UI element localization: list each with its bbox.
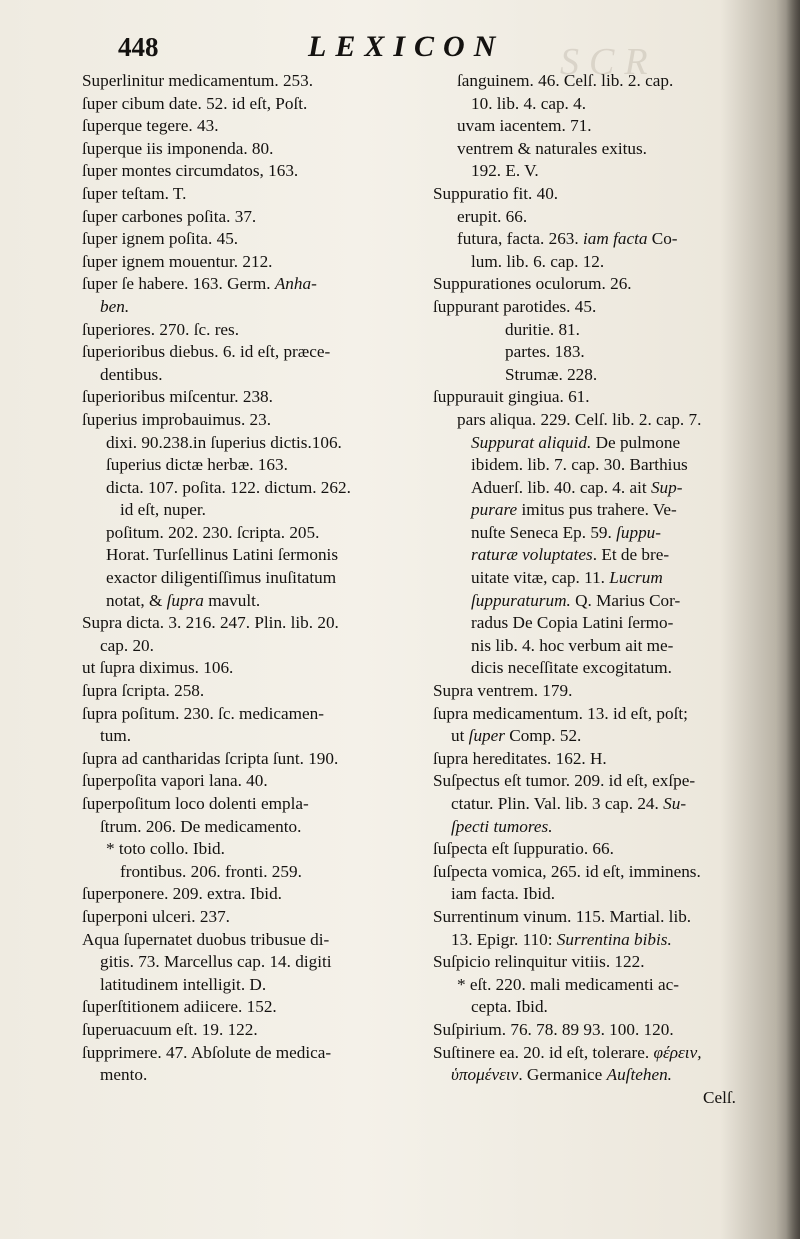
entry-line [82, 906, 427, 929]
italic-text: Auſtehen. [606, 1065, 672, 1085]
entry-text: 13. Epigr. 110: [451, 929, 557, 949]
entry-line [82, 612, 427, 635]
italic-text: ben. [100, 296, 130, 316]
entry-line [82, 364, 427, 387]
entry-text: Q. Marius Cor- [570, 590, 681, 610]
entry-text: Strumæ. 228. [505, 364, 598, 384]
entry-text: ſuperioribus miſcentur. 238. [82, 387, 273, 407]
entry-line [433, 974, 778, 997]
entry-line [433, 138, 778, 161]
entry-text: notat, & [106, 590, 167, 610]
entry-line [82, 138, 427, 161]
entry-text: ſuperioribus diebus. 6. id eſt, præce- [82, 342, 331, 362]
entry-text: Celſ. [703, 1087, 736, 1107]
entry-text: De pulmone [591, 432, 681, 452]
entry-text: radus De Copia Latini ſermo- [471, 613, 674, 633]
entry-line [433, 522, 778, 545]
entry-text: duritie. 81. [505, 319, 580, 339]
italic-text: ſuppuraturum. [471, 590, 571, 610]
entry-line [433, 996, 778, 1019]
entry-text: ſuperius dictæ herbæ. 163. [106, 455, 288, 475]
entry-text: ſuper carbones poſita. 37. [82, 206, 257, 226]
entry-line [82, 206, 427, 229]
entry-text: cap. 20. [100, 635, 154, 655]
left-column [82, 70, 427, 1087]
bleed-through-text: SCR [560, 41, 658, 83]
entry-line [82, 770, 427, 793]
italic-text: raturæ voluptates [471, 545, 593, 565]
entry-line [433, 386, 778, 409]
entry-line [433, 861, 778, 884]
entry-text: ſupra hereditates. 162. H. [433, 748, 607, 768]
entry-line [433, 657, 778, 680]
entry-text: ſuper montes circumdatos, 163. [82, 161, 299, 181]
italic-text: purare [471, 500, 518, 520]
entry-text: ſuperpoſita vapori lana. 40. [82, 771, 268, 791]
entry-text: iam facta. Ibid. [451, 884, 556, 904]
entry-line [433, 951, 778, 974]
entry-text: nis lib. 4. hoc verbum ait me- [471, 635, 674, 655]
entry-text: ut [451, 726, 469, 746]
entry-line [82, 748, 427, 771]
entry-text: gitis. 73. Marcellus cap. 14. digiti [100, 952, 332, 972]
italic-text: Suppurat aliquid. [471, 432, 592, 452]
entry-line [82, 861, 427, 884]
entry-line [82, 996, 427, 1019]
entry-line [82, 454, 427, 477]
entry-text: lum. lib. 6. cap. 12. [471, 251, 605, 271]
entry-text: nuſte Seneca Ep. 59. [471, 522, 617, 542]
entry-line [433, 160, 778, 183]
italic-text: ſuppu- [616, 522, 661, 542]
entry-line [433, 499, 778, 522]
entry-line [82, 251, 427, 274]
entry-text: 10. lib. 4. cap. 4. [471, 93, 587, 113]
entry-line [433, 477, 778, 500]
entry-line [82, 974, 427, 997]
entry-text: Horat. Turſellinus Latini ſermonis [106, 545, 339, 565]
entry-text: Suſtinere ea. 20. id eſt, tolerare. [433, 1042, 654, 1062]
entry-line [433, 770, 778, 793]
entry-line [433, 115, 778, 138]
page-header [0, 28, 800, 72]
entry-text: ventrem & naturales exitus. [457, 138, 647, 158]
entry-text: ſuper ignem poſita. 45. [82, 229, 239, 249]
entry-line [433, 93, 778, 116]
italic-text: Anha- [274, 274, 317, 294]
entry-line [433, 1042, 778, 1065]
entry-text: pars aliqua. 229. Celſ. lib. 2. cap. 7. [457, 409, 702, 429]
running-title: LEXICON [308, 30, 505, 63]
italic-text: Surrentina bibis. [556, 929, 672, 949]
entry-text: tum. [100, 726, 132, 746]
italic-text: Sup- [650, 477, 683, 497]
entry-line [82, 228, 427, 251]
entry-line [82, 725, 427, 748]
entry-line [433, 296, 778, 319]
entry-line [433, 251, 778, 274]
entry-line [82, 567, 427, 590]
entry-line [82, 635, 427, 658]
entry-text: mento. [100, 1065, 148, 1085]
entry-line [82, 160, 427, 183]
entry-text: ſtrum. 206. De medicamento. [100, 816, 302, 836]
italic-text: Lucrum [609, 568, 663, 588]
entry-text: dixi. 90.238.in ſuperius dictis.106. [106, 432, 342, 452]
entry-line [433, 725, 778, 748]
entry-line [433, 364, 778, 387]
entry-line [433, 635, 778, 658]
entry-text: ſanguinem. 46. Celſ. lib. 2. cap. [457, 71, 674, 90]
entry-line [82, 544, 427, 567]
entry-text: dentibus. [100, 364, 163, 384]
entry-text: * toto collo. Ibid. [106, 839, 225, 859]
entry-text: * eſt. 220. mali medicamenti ac- [457, 974, 679, 994]
entry-line [433, 567, 778, 590]
page-number: 448 [118, 32, 159, 62]
entry-line [433, 432, 778, 455]
entry-text: ſuperponi ulceri. 237. [82, 906, 230, 926]
entry-line [82, 273, 427, 296]
entry-line [433, 454, 778, 477]
entry-line [82, 590, 427, 613]
entry-line [433, 703, 778, 726]
entry-line [433, 590, 778, 613]
entry-line [433, 1064, 778, 1087]
entry-line [82, 1064, 427, 1087]
entry-line [82, 929, 427, 952]
entry-text: ſupra ad cantharidas ſcripta ſunt. 190. [82, 748, 339, 768]
entry-text: exactor diligentiſſimus inuſitatum [106, 568, 337, 588]
entry-text: Aduerſ. lib. 40. cap. 4. ait [471, 477, 651, 497]
entry-line [433, 680, 778, 703]
entry-line [433, 544, 778, 567]
italic-text: ſuper [468, 726, 505, 746]
entry-text: Supra ventrem. 179. [433, 681, 573, 701]
entry-text: Superlinitur medicamentum. 253. [82, 71, 314, 90]
italic-text: iam facta [583, 229, 648, 249]
entry-line [82, 838, 427, 861]
entry-text: ſupra medicamentum. 13. id eſt, poſt; [433, 703, 688, 723]
entry-line [433, 883, 778, 906]
entry-line [433, 70, 778, 93]
entry-text: ſuppurauit gingiua. 61. [433, 387, 590, 407]
entry-text: Aqua ſupernatet duobus tribusue di- [82, 929, 330, 949]
right-column [433, 70, 778, 1109]
entry-line [433, 816, 778, 839]
entry-line [82, 477, 427, 500]
entry-line [82, 115, 427, 138]
entry-text: futura, facta. 263. [457, 229, 583, 249]
entry-line [433, 612, 778, 635]
entry-text: ſuper ignem mouentur. 212. [82, 251, 273, 271]
entry-line [82, 432, 427, 455]
entry-text: . Germanice [518, 1065, 607, 1085]
entry-line [433, 206, 778, 229]
italic-text: φέρειν, [653, 1042, 702, 1062]
entry-line [82, 793, 427, 816]
entry-line [433, 319, 778, 342]
entry-text: ſuperiores. 270. ſc. res. [82, 319, 240, 339]
entry-line [82, 680, 427, 703]
italic-text: Su- [663, 794, 687, 813]
entry-line [433, 341, 778, 364]
italic-text: ſupra [166, 590, 204, 610]
entry-text: Co- [647, 229, 678, 249]
entry-line [433, 273, 778, 296]
entry-text: ſuperpoſitum loco dolenti empla- [82, 794, 309, 813]
entry-line [82, 522, 427, 545]
entry-text: ſuſpecta eſt ſuppuratio. 66. [433, 839, 614, 859]
entry-line [82, 70, 427, 93]
entry-text: ibidem. lib. 7. cap. 30. Barthius [471, 455, 688, 475]
entry-line [82, 703, 427, 726]
entry-line [82, 183, 427, 206]
entry-line [82, 883, 427, 906]
entry-line [433, 409, 778, 432]
italic-text: ὑπομένειν [451, 1065, 519, 1085]
entry-text: . Et de bre- [592, 545, 670, 565]
entry-line [433, 1019, 778, 1042]
entry-line [433, 929, 778, 952]
entry-text: erupit. 66. [457, 206, 528, 226]
entry-line [82, 319, 427, 342]
entry-line [433, 906, 778, 929]
entry-text: Surrentinum vinum. 115. Martial. lib. [433, 906, 692, 926]
entry-text: ſupra poſitum. 230. ſc. medicamen- [82, 703, 324, 723]
entry-line [82, 409, 427, 432]
entry-text: frontibus. 206. fronti. 259. [120, 861, 302, 881]
entry-text: poſitum. 202. 230. ſcripta. 205. [106, 522, 320, 542]
entry-line [82, 951, 427, 974]
entry-text: 192. E. V. [471, 161, 539, 181]
entry-line [433, 1087, 778, 1110]
entry-text: ſuperque iis imponenda. 80. [82, 138, 274, 158]
entry-text: dicta. 107. poſita. 122. dictum. 262. [106, 477, 351, 497]
entry-line [433, 838, 778, 861]
entry-line [82, 296, 427, 319]
entry-text: ſuper ſe habere. 163. Germ. [82, 274, 275, 294]
entry-text: Suſpicio relinquitur vitiis. 122. [433, 952, 645, 972]
entry-text: dicis neceſſitate excogitatum. [471, 658, 672, 678]
page-edge-shadow [786, 0, 800, 1239]
entry-line [82, 1042, 427, 1065]
entry-text: ut ſupra diximus. 106. [82, 658, 234, 678]
entry-text: Suppuratio fit. 40. [433, 183, 559, 203]
entry-text: ſuper cibum date. 52. id eſt, Poſt. [82, 93, 308, 113]
entry-text: ctatur. Plin. Val. lib. 3 cap. 24. [451, 794, 664, 813]
entry-text: Supra dicta. 3. 216. 247. Plin. lib. 20. [82, 613, 339, 633]
entry-text: ſuperque tegere. 43. [82, 116, 219, 136]
entry-line [433, 793, 778, 816]
entry-text: ſuperuacuum eſt. 19. 122. [82, 1019, 258, 1039]
entry-text: imitus pus trahere. Ve- [517, 500, 677, 520]
entry-line [82, 816, 427, 839]
entry-text: cepta. Ibid. [471, 997, 548, 1017]
entry-text: partes. 183. [505, 342, 585, 362]
entry-line [433, 748, 778, 771]
entry-text: uitate vitæ, cap. 11. [471, 568, 610, 588]
entry-text: Comp. 52. [504, 726, 582, 746]
entry-line [433, 183, 778, 206]
entry-text: ſupra ſcripta. 258. [82, 681, 205, 701]
entry-text: ſuperius improbauimus. 23. [82, 409, 272, 429]
entry-text: Suſpectus eſt tumor. 209. id eſt, exſpe- [433, 771, 696, 791]
entry-line [82, 1019, 427, 1042]
entry-text: uvam iacentem. 71. [457, 116, 592, 136]
entry-text: Suſpirium. 76. 78. 89 93. 100. 120. [433, 1019, 674, 1039]
entry-text: ſuperponere. 209. extra. Ibid. [82, 884, 282, 904]
entry-text: ſuppurant parotides. 45. [433, 296, 597, 316]
entry-text: latitudinem intelligit. D. [100, 974, 267, 994]
entry-text: mavult. [203, 590, 261, 610]
entry-line [82, 93, 427, 116]
entry-line [82, 386, 427, 409]
entry-text: ſuper teſtam. T. [82, 183, 187, 203]
entry-text: id eſt, nuper. [120, 500, 206, 520]
entry-text: Suppurationes oculorum. 26. [433, 274, 632, 294]
entry-text: ſupprimere. 47. Abſolute de medica- [82, 1042, 332, 1062]
entry-line [82, 341, 427, 364]
entry-text: ſuſpecta vomica, 265. id eſt, imminens. [433, 861, 701, 881]
entry-line [433, 228, 778, 251]
italic-text: ſpecti tumores. [451, 816, 553, 836]
entry-line [82, 657, 427, 680]
entry-line [82, 499, 427, 522]
entry-text: ſuperſtitionem adiicere. 152. [82, 997, 277, 1017]
